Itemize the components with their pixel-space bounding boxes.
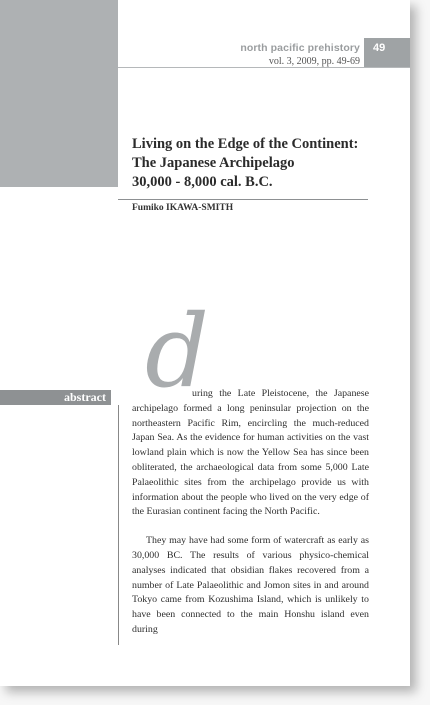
abstract-label: abstract: [0, 390, 111, 405]
title-line-2: The Japanese Archipelago: [132, 155, 295, 171]
title-line-3: 30,000 - 8,000 cal. B.C.: [132, 174, 273, 190]
title-line-1: Living on the Edge of the Continent:: [132, 136, 359, 152]
header-rule: [118, 67, 410, 68]
title-rule: [118, 199, 368, 200]
author: Fumiko IKAWA-SMITH: [132, 203, 234, 213]
drop-cap: d: [145, 293, 210, 410]
journal-name: north pacific prehistory: [240, 42, 360, 54]
abstract-side-rule: [118, 405, 119, 645]
abstract-paragraph-2: They may have had some form of watercraft as early as 30,000 BC. The results of various physico-chemical analyses indicated that obsidian flakes recovered from a number of Late Palaeolithic and Jomon sites in and around Tokyo came from Kozushima Island, which is unlikely to have been connected to the main Honshu island even during: [132, 535, 369, 635]
journal-header: [240, 42, 360, 67]
abstract-paragraph-1: uring the Late Pleistocene, the Japanese archipelago formed a long peninsular projection on the northeastern Pacific Rim, encircling the much-reduced Japan Sea. As the evidence for human activities on the vast lowland plain which is now the Yellow Sea has since been obliterated, the archaeological data from some 5,000 Late Palaeolithic sites from the archipelago provide us with information about the people who lived on the very edge of the Eurasian continent facing the North Pacific.: [132, 388, 369, 518]
article-title: [132, 135, 402, 192]
abstract-body: [132, 387, 369, 638]
header-gray-block: [0, 0, 118, 187]
journal-volume-pages: vol. 3, 2009, pp. 49-69: [268, 56, 360, 67]
page-number: 49: [364, 38, 410, 67]
